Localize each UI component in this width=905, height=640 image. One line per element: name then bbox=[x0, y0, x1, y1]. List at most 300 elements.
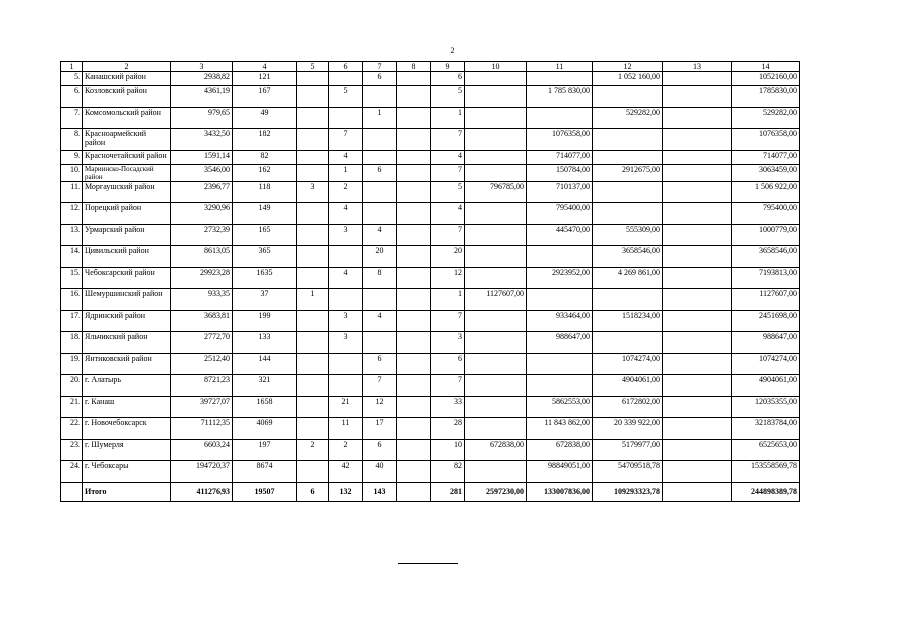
district-name-cell: Урмарский район bbox=[83, 224, 171, 246]
district-name-cell: г. Алатырь bbox=[83, 375, 171, 397]
table-cell: 6 bbox=[363, 353, 397, 375]
table-cell bbox=[663, 107, 732, 129]
table-cell bbox=[397, 107, 431, 129]
table-cell: 3683,81 bbox=[171, 310, 233, 332]
table-cell: 5 bbox=[431, 86, 465, 108]
table-cell: 714077,00 bbox=[527, 150, 593, 164]
table-cell: 42 bbox=[329, 461, 363, 483]
table-cell: 2512,40 bbox=[171, 353, 233, 375]
table-row bbox=[61, 224, 800, 246]
column-number: 6 bbox=[329, 62, 363, 72]
table-cell bbox=[663, 396, 732, 418]
table-cell: 2732,39 bbox=[171, 224, 233, 246]
table-cell: 796785,00 bbox=[465, 181, 527, 203]
table-cell: 162 bbox=[233, 164, 297, 181]
table-cell: 933,35 bbox=[171, 289, 233, 311]
table-cell: 4 bbox=[431, 150, 465, 164]
table-cell bbox=[329, 107, 363, 129]
table-cell: 6603,24 bbox=[171, 439, 233, 461]
table-cell: 3432,50 bbox=[171, 129, 233, 151]
table-cell bbox=[397, 353, 431, 375]
table-cell bbox=[663, 439, 732, 461]
table-cell bbox=[527, 353, 593, 375]
table-cell bbox=[465, 72, 527, 86]
table-cell: 165 bbox=[233, 224, 297, 246]
table-cell bbox=[329, 246, 363, 268]
column-number: 11 bbox=[527, 62, 593, 72]
table-cell: 23. bbox=[61, 439, 83, 461]
table-cell: 10 bbox=[431, 439, 465, 461]
table-cell: 144 bbox=[233, 353, 297, 375]
table-cell: 7193813,00 bbox=[732, 267, 800, 289]
table-cell bbox=[663, 181, 732, 203]
table-cell: 4 bbox=[329, 203, 363, 225]
table-cell bbox=[397, 267, 431, 289]
total-cell: 411276,93 bbox=[171, 482, 233, 501]
district-name-cell: Чебоксарский район bbox=[83, 267, 171, 289]
table-cell: 2923952,00 bbox=[527, 267, 593, 289]
table-cell bbox=[663, 129, 732, 151]
table-cell: 1 bbox=[431, 107, 465, 129]
table-cell bbox=[663, 461, 732, 483]
table-cell: 37 bbox=[233, 289, 297, 311]
table-cell bbox=[663, 224, 732, 246]
table-row bbox=[61, 332, 800, 354]
table-cell: 1076358,00 bbox=[732, 129, 800, 151]
table-cell: 3658546,00 bbox=[732, 246, 800, 268]
table-cell bbox=[329, 72, 363, 86]
table-cell: 118 bbox=[233, 181, 297, 203]
table-cell: 979,65 bbox=[171, 107, 233, 129]
district-name-cell: г. Новочебоксарск bbox=[83, 418, 171, 440]
page-number: 2 bbox=[450, 46, 455, 55]
table-cell: 1 bbox=[297, 289, 329, 311]
table-cell bbox=[297, 267, 329, 289]
total-cell: 2597230,00 bbox=[465, 482, 527, 501]
column-number: 2 bbox=[83, 62, 171, 72]
table-cell bbox=[397, 203, 431, 225]
table-cell: 19. bbox=[61, 353, 83, 375]
table-cell bbox=[663, 72, 732, 86]
table-cell: 4 bbox=[431, 203, 465, 225]
table-cell: 22. bbox=[61, 418, 83, 440]
table-cell bbox=[593, 203, 663, 225]
table-cell bbox=[465, 353, 527, 375]
table-cell: 6525653,00 bbox=[732, 439, 800, 461]
table-cell bbox=[363, 181, 397, 203]
table-cell: 121 bbox=[233, 72, 297, 86]
table-cell bbox=[297, 353, 329, 375]
table-cell bbox=[397, 332, 431, 354]
table-cell: 21 bbox=[329, 396, 363, 418]
district-name-cell: г. Чебоксары bbox=[83, 461, 171, 483]
table-cell: 133 bbox=[233, 332, 297, 354]
table-cell: 6. bbox=[61, 86, 83, 108]
total-cell: 6 bbox=[297, 482, 329, 501]
total-cell bbox=[397, 482, 431, 501]
table-cell bbox=[329, 375, 363, 397]
table-cell: 4 bbox=[363, 310, 397, 332]
table-cell: 98849051,00 bbox=[527, 461, 593, 483]
table-cell: 6 bbox=[431, 353, 465, 375]
table-cell bbox=[527, 72, 593, 86]
table-cell bbox=[663, 289, 732, 311]
table-cell: 4904061,00 bbox=[732, 375, 800, 397]
table-cell: 9. bbox=[61, 150, 83, 164]
total-cell: 132 bbox=[329, 482, 363, 501]
table-cell: 1127607,00 bbox=[732, 289, 800, 311]
table-cell bbox=[397, 129, 431, 151]
table-cell bbox=[297, 107, 329, 129]
table-cell bbox=[663, 375, 732, 397]
table-cell bbox=[663, 86, 732, 108]
total-row bbox=[61, 482, 800, 501]
table-cell: 555309,00 bbox=[593, 224, 663, 246]
table-row bbox=[61, 418, 800, 440]
table-cell: 28 bbox=[431, 418, 465, 440]
table-cell: 20. bbox=[61, 375, 83, 397]
table-cell bbox=[465, 461, 527, 483]
column-number: 14 bbox=[732, 62, 800, 72]
table-cell bbox=[465, 375, 527, 397]
total-cell bbox=[61, 482, 83, 501]
table-cell: 672838,00 bbox=[527, 439, 593, 461]
table-cell bbox=[297, 332, 329, 354]
table-cell: 6 bbox=[363, 439, 397, 461]
table-cell: 5862553,00 bbox=[527, 396, 593, 418]
table-cell bbox=[297, 310, 329, 332]
table-row bbox=[61, 181, 800, 203]
table-cell bbox=[593, 289, 663, 311]
table-cell: 3 bbox=[329, 332, 363, 354]
table-cell bbox=[663, 418, 732, 440]
table-cell: 6 bbox=[363, 72, 397, 86]
table-cell: 988647,00 bbox=[527, 332, 593, 354]
district-name-cell: Моргаушский район bbox=[83, 181, 171, 203]
table-cell: 1635 bbox=[233, 267, 297, 289]
table-cell: 71112,35 bbox=[171, 418, 233, 440]
table-cell: 1052160,00 bbox=[732, 72, 800, 86]
table-cell: 5. bbox=[61, 72, 83, 86]
table-cell: 3658546,00 bbox=[593, 246, 663, 268]
table-cell bbox=[465, 164, 527, 181]
table-cell bbox=[297, 224, 329, 246]
table-cell bbox=[297, 203, 329, 225]
table-cell bbox=[465, 396, 527, 418]
table-cell bbox=[397, 181, 431, 203]
table-cell: 8721,23 bbox=[171, 375, 233, 397]
table-cell bbox=[593, 86, 663, 108]
data-table bbox=[60, 61, 800, 502]
table-cell bbox=[465, 310, 527, 332]
total-cell: 19507 bbox=[233, 482, 297, 501]
table-cell: 11. bbox=[61, 181, 83, 203]
total-cell: 133007836,00 bbox=[527, 482, 593, 501]
table-cell: 82 bbox=[431, 461, 465, 483]
table-cell: 714077,00 bbox=[732, 150, 800, 164]
table-cell: 5 bbox=[329, 86, 363, 108]
table-cell: 4069 bbox=[233, 418, 297, 440]
total-cell: 109293323,78 bbox=[593, 482, 663, 501]
table-cell: 321 bbox=[233, 375, 297, 397]
table-cell: 5179977,00 bbox=[593, 439, 663, 461]
table-row bbox=[61, 375, 800, 397]
table-cell: 150784,00 bbox=[527, 164, 593, 181]
table-cell: 8. bbox=[61, 129, 83, 151]
table-cell bbox=[397, 418, 431, 440]
table-cell bbox=[297, 164, 329, 181]
district-name-cell: Янтиковский район bbox=[83, 353, 171, 375]
table-row bbox=[61, 246, 800, 268]
table-row bbox=[61, 353, 800, 375]
table-cell bbox=[465, 150, 527, 164]
table-cell: 1658 bbox=[233, 396, 297, 418]
district-name-cell: Красноармейский район bbox=[83, 129, 171, 151]
table-cell bbox=[527, 375, 593, 397]
table-cell: 988647,00 bbox=[732, 332, 800, 354]
table-cell: 2 bbox=[297, 439, 329, 461]
table-cell: 4361,19 bbox=[171, 86, 233, 108]
table-cell bbox=[397, 461, 431, 483]
table-cell bbox=[397, 150, 431, 164]
table-cell bbox=[593, 181, 663, 203]
table-cell: 795400,00 bbox=[527, 203, 593, 225]
table-cell: 3 bbox=[431, 332, 465, 354]
total-label: Итого bbox=[83, 482, 171, 501]
table-cell: 16. bbox=[61, 289, 83, 311]
district-name-cell: Комсомольский район bbox=[83, 107, 171, 129]
table-cell bbox=[397, 289, 431, 311]
table-cell: 3 bbox=[329, 224, 363, 246]
table-cell bbox=[329, 353, 363, 375]
table-cell: 2451698,00 bbox=[732, 310, 800, 332]
table-cell: 672838,00 bbox=[465, 439, 527, 461]
table-cell: 4 bbox=[329, 267, 363, 289]
table-cell: 12 bbox=[431, 267, 465, 289]
table-cell bbox=[397, 375, 431, 397]
table-cell: 7 bbox=[431, 164, 465, 181]
column-number: 7 bbox=[363, 62, 397, 72]
table-cell: 20 bbox=[363, 246, 397, 268]
table-row bbox=[61, 150, 800, 164]
table-cell: 1 bbox=[431, 289, 465, 311]
table-cell bbox=[663, 310, 732, 332]
column-number: 10 bbox=[465, 62, 527, 72]
table-cell bbox=[363, 289, 397, 311]
table-cell bbox=[363, 129, 397, 151]
district-name-cell: Ядринский район bbox=[83, 310, 171, 332]
table-cell: 20 339 922,00 bbox=[593, 418, 663, 440]
table-cell bbox=[465, 418, 527, 440]
table-cell bbox=[297, 150, 329, 164]
table-cell: 2396,77 bbox=[171, 181, 233, 203]
table-cell bbox=[397, 86, 431, 108]
table-cell bbox=[465, 224, 527, 246]
table-cell bbox=[527, 246, 593, 268]
table-cell: 1 506 922,00 bbox=[732, 181, 800, 203]
table-cell: 199 bbox=[233, 310, 297, 332]
table-row bbox=[61, 396, 800, 418]
table-cell bbox=[363, 332, 397, 354]
table-cell bbox=[297, 246, 329, 268]
table-cell: 1518234,00 bbox=[593, 310, 663, 332]
table-cell: 1591,14 bbox=[171, 150, 233, 164]
column-number: 9 bbox=[431, 62, 465, 72]
table-cell: 3 bbox=[297, 181, 329, 203]
table-cell bbox=[297, 129, 329, 151]
table-cell: 795400,00 bbox=[732, 203, 800, 225]
table-cell: 1 bbox=[363, 107, 397, 129]
column-number: 4 bbox=[233, 62, 297, 72]
table-cell: 33 bbox=[431, 396, 465, 418]
table-cell: 39727,07 bbox=[171, 396, 233, 418]
table-cell: 40 bbox=[363, 461, 397, 483]
district-name-cell: Козловский район bbox=[83, 86, 171, 108]
table-cell: 7 bbox=[329, 129, 363, 151]
table-cell: 4 bbox=[363, 224, 397, 246]
table-cell bbox=[397, 246, 431, 268]
table-cell: 182 bbox=[233, 129, 297, 151]
table-cell bbox=[363, 203, 397, 225]
table-cell bbox=[397, 72, 431, 86]
table-cell: 197 bbox=[233, 439, 297, 461]
table-cell: 13. bbox=[61, 224, 83, 246]
column-number-row bbox=[61, 62, 800, 72]
table-cell: 4 bbox=[329, 150, 363, 164]
table-cell: 14. bbox=[61, 246, 83, 268]
table-cell bbox=[363, 86, 397, 108]
table-cell: 8 bbox=[363, 267, 397, 289]
table-cell: 1076358,00 bbox=[527, 129, 593, 151]
table-cell: 2772,70 bbox=[171, 332, 233, 354]
table-cell: 49 bbox=[233, 107, 297, 129]
table-cell: 17 bbox=[363, 418, 397, 440]
table-cell bbox=[663, 353, 732, 375]
table-row bbox=[61, 203, 800, 225]
table-row bbox=[61, 461, 800, 483]
table-cell: 21. bbox=[61, 396, 83, 418]
table-row bbox=[61, 107, 800, 129]
table-cell: 12035355,00 bbox=[732, 396, 800, 418]
table-cell bbox=[465, 332, 527, 354]
table-cell: 7. bbox=[61, 107, 83, 129]
table-cell: 17. bbox=[61, 310, 83, 332]
table-cell: 4904061,00 bbox=[593, 375, 663, 397]
table-cell: 54709518,78 bbox=[593, 461, 663, 483]
column-number: 8 bbox=[397, 62, 431, 72]
table-row bbox=[61, 439, 800, 461]
table-cell bbox=[465, 267, 527, 289]
total-cell: 143 bbox=[363, 482, 397, 501]
table-row bbox=[61, 164, 800, 181]
district-name-cell: Мариинско-Посадский район bbox=[83, 164, 171, 181]
table-cell: 7 bbox=[431, 129, 465, 151]
table-row bbox=[61, 310, 800, 332]
table-cell: 1074274,00 bbox=[593, 353, 663, 375]
table-cell bbox=[465, 129, 527, 151]
table-cell bbox=[527, 289, 593, 311]
district-name-cell: Цивильский район bbox=[83, 246, 171, 268]
table-cell: 933464,00 bbox=[527, 310, 593, 332]
table-cell bbox=[663, 164, 732, 181]
column-number: 5 bbox=[297, 62, 329, 72]
table-cell: 153558569,78 bbox=[732, 461, 800, 483]
table-cell bbox=[663, 332, 732, 354]
table-cell: 1127607,00 bbox=[465, 289, 527, 311]
table-cell: 194720,37 bbox=[171, 461, 233, 483]
table-cell: 1074274,00 bbox=[732, 353, 800, 375]
table-cell: 15. bbox=[61, 267, 83, 289]
table-cell bbox=[663, 246, 732, 268]
table-cell: 6 bbox=[363, 164, 397, 181]
district-name-cell: г. Шумерля bbox=[83, 439, 171, 461]
table-cell: 529282,00 bbox=[732, 107, 800, 129]
table-cell: 710137,00 bbox=[527, 181, 593, 203]
table-cell: 1 785 830,00 bbox=[527, 86, 593, 108]
table-cell: 10. bbox=[61, 164, 83, 181]
district-name-cell: Шемуршинский район bbox=[83, 289, 171, 311]
table-row bbox=[61, 86, 800, 108]
table-cell bbox=[297, 461, 329, 483]
table-cell: 1000779,00 bbox=[732, 224, 800, 246]
table-cell: 1785830,00 bbox=[732, 86, 800, 108]
table-cell: 167 bbox=[233, 86, 297, 108]
table-cell: 6 bbox=[431, 72, 465, 86]
table-cell bbox=[297, 375, 329, 397]
district-name-cell: Яльчикский район bbox=[83, 332, 171, 354]
table-cell: 2 bbox=[329, 181, 363, 203]
column-number: 13 bbox=[663, 62, 732, 72]
table-cell bbox=[593, 150, 663, 164]
table-cell: 11 bbox=[329, 418, 363, 440]
table-cell: 445470,00 bbox=[527, 224, 593, 246]
table-cell: 2938,82 bbox=[171, 72, 233, 86]
table-cell: 12 bbox=[363, 396, 397, 418]
table-cell bbox=[465, 86, 527, 108]
table-cell: 5 bbox=[431, 181, 465, 203]
table-cell: 7 bbox=[363, 375, 397, 397]
table-cell bbox=[297, 396, 329, 418]
table-cell bbox=[297, 72, 329, 86]
table-cell bbox=[663, 150, 732, 164]
table-cell bbox=[397, 224, 431, 246]
table-cell: 7 bbox=[431, 224, 465, 246]
table-cell bbox=[663, 203, 732, 225]
table-row bbox=[61, 129, 800, 151]
table-cell bbox=[465, 203, 527, 225]
district-name-cell: г. Канаш bbox=[83, 396, 171, 418]
column-number: 3 bbox=[171, 62, 233, 72]
table-cell bbox=[397, 396, 431, 418]
table-cell: 12. bbox=[61, 203, 83, 225]
table-cell: 7 bbox=[431, 310, 465, 332]
table-cell bbox=[397, 164, 431, 181]
table-cell bbox=[527, 107, 593, 129]
table-cell: 7 bbox=[431, 375, 465, 397]
table-cell: 2912675,00 bbox=[593, 164, 663, 181]
table-cell: 82 bbox=[233, 150, 297, 164]
column-number: 1 bbox=[61, 62, 83, 72]
table-cell: 1 bbox=[329, 164, 363, 181]
table-cell bbox=[329, 289, 363, 311]
table-cell: 18. bbox=[61, 332, 83, 354]
table-cell: 4 269 861,00 bbox=[593, 267, 663, 289]
table-cell bbox=[663, 267, 732, 289]
total-cell: 244898389,78 bbox=[732, 482, 800, 501]
table-cell: 149 bbox=[233, 203, 297, 225]
table-cell bbox=[297, 418, 329, 440]
table-cell bbox=[465, 107, 527, 129]
